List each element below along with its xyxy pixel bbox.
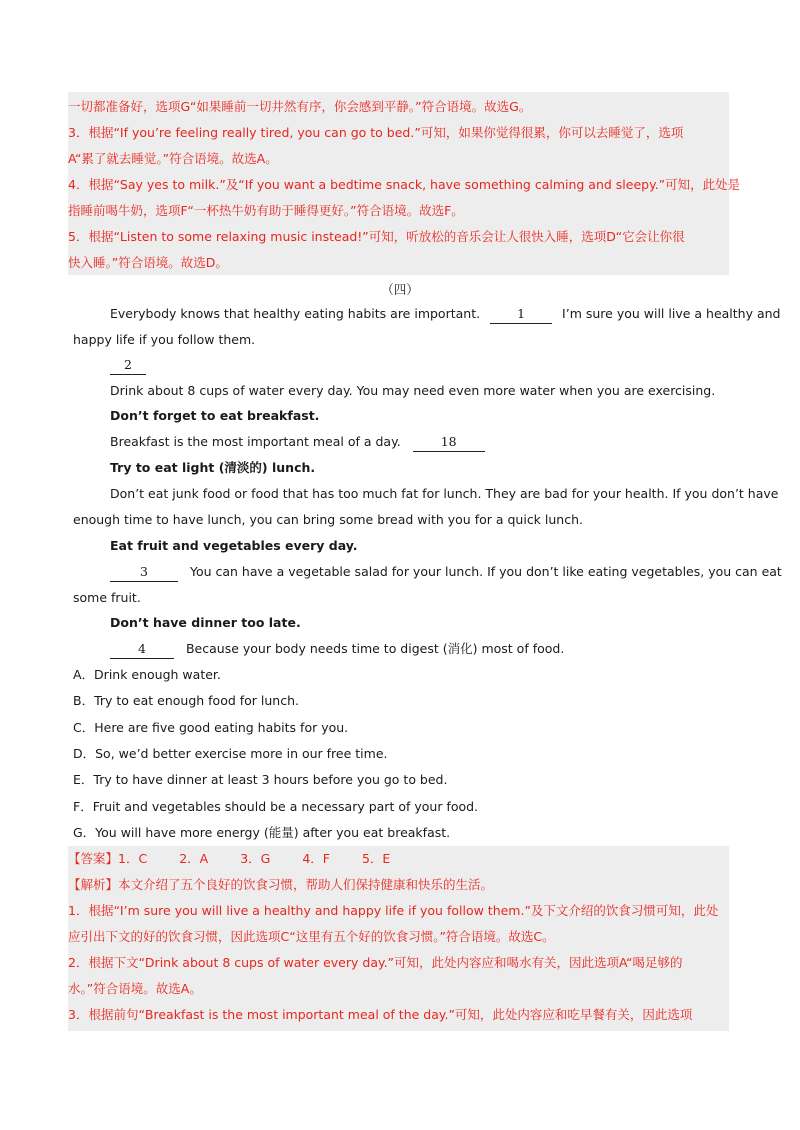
explanation-line: 一切都准备好，选项G“如果睡前一切井然有序，你会感到平静。”符合语境。故选G。	[68, 99, 532, 114]
answer-label: 【答案】	[68, 851, 119, 866]
blank-2-line	[110, 352, 146, 378]
explanation-line: 3．根据“If you’re feeling really tired, you can go to bed.”可知，如果你觉得很累，你可以去睡觉了，选项	[68, 125, 684, 140]
passage-heading-lunch: Try to eat light (清淡的) lunch.	[110, 460, 316, 475]
blank-3: 3	[110, 563, 178, 582]
passage-paragraph-3: Breakfast is the most important meal of a day. 18	[110, 429, 485, 455]
option-f: F．Fruit and vegetables should be a necessary part of your food.	[73, 799, 479, 814]
blank-18: 18	[413, 433, 485, 452]
option-d: D．So, we’d better exercise more in our free time.	[73, 746, 388, 761]
option-c: C．Here are five good eating habits for you.	[73, 720, 349, 735]
analysis-line: 水。”符合语境。故选A。	[68, 981, 202, 996]
explanation-line: 指睡前喝牛奶，选项F“一杯热牛奶有助于睡得更好。”符合语境。故选F。	[68, 203, 464, 218]
blank-2: 2	[110, 356, 146, 375]
option-b: B．Try to eat enough food for lunch.	[73, 693, 299, 708]
answer-item: 2．A	[179, 851, 209, 866]
answer-item: 4．F	[302, 851, 330, 866]
blank-1: 1	[490, 305, 552, 324]
analysis-line: 3．根据前句“Breakfast is the most important meal of the day.”可知，此处内容应和吃早餐有关，因此选项	[68, 1007, 693, 1022]
analysis-line: 2．根据下文“Drink about 8 cups of water every day.”可知，此处内容应和喝水有关，因此选项A“喝足够的	[68, 955, 683, 970]
answer-item: 5．E	[361, 851, 391, 866]
blank-4: 4	[110, 640, 174, 659]
passage-heading-fruit: Eat fruit and vegetables every day.	[110, 538, 358, 553]
analysis-summary: 本文介绍了五个良好的饮食习惯，帮助人们保持健康和快乐的生活。	[118, 877, 494, 892]
passage-line: some fruit.	[73, 590, 141, 605]
passage-line: enough time to have lunch, you can bring some bread with you for a quick lunch.	[73, 512, 583, 527]
explanation-line: 4．根据“Say yes to milk.”及“If you want a bedtime snack, have something calming and sleepy.”可知，此处是	[68, 177, 741, 192]
answer-analysis-box	[68, 846, 729, 1031]
passage-paragraph-1: Everybody knows that healthy eating habits are important. 1 I’m sure you will live a healthy and	[110, 301, 780, 327]
explanation-line: A“累了就去睡觉。”符合语境。故选A。	[68, 151, 278, 166]
passage-heading-dinner: Don’t have dinner too late.	[110, 615, 301, 630]
option-g: G．You will have more energy (能量) after you eat breakfast.	[73, 825, 451, 840]
answer-item: 3．G	[240, 851, 271, 866]
analysis-label: 【解析】	[68, 877, 119, 892]
passage-line: happy life if you follow them.	[73, 332, 256, 347]
explanation-line: 5．根据“Listen to some relaxing music instead!”可知，听放松的音乐会让人很快入睡，选项D“它会让你很	[68, 229, 685, 244]
previous-explanation-box	[68, 92, 741, 275]
option-e: E．Try to have dinner at least 3 hours before you go to bed.	[73, 772, 448, 787]
analysis-summary-line	[68, 872, 493, 898]
passage-paragraph-2: Drink about 8 cups of water every day. You may need even more water when you are exercising.	[110, 383, 716, 398]
passage-heading-breakfast: Don’t forget to eat breakfast.	[110, 408, 320, 423]
option-a: A．Drink enough water.	[73, 667, 221, 682]
explanation-line: 快入睡。”符合语境。故选D。	[68, 255, 228, 270]
analysis-line: 应引出下文的好的饮食习惯，因此选项C“这里有五个好的饮食习惯。”符合语境。故选C。	[68, 929, 555, 944]
analysis-line: 1．根据“I’m sure you will live a healthy and happy life if you follow them.”及下文介绍的饮食习惯可知，此处	[68, 903, 719, 918]
answer-line	[68, 846, 390, 872]
passage-paragraph-5: 3 You can have a vegetable salad for your lunch. If you don’t like eating vegetables, you can eat	[110, 559, 782, 585]
section-title: （四）	[381, 282, 419, 297]
passage-paragraph-4: Don’t eat junk food or food that has too much fat for lunch. They are bad for your health. If you don’t have	[110, 486, 779, 501]
answer-item: 1．C	[118, 851, 148, 866]
passage-paragraph-6: 4 Because your body needs time to digest (消化) most of food.	[110, 636, 564, 662]
